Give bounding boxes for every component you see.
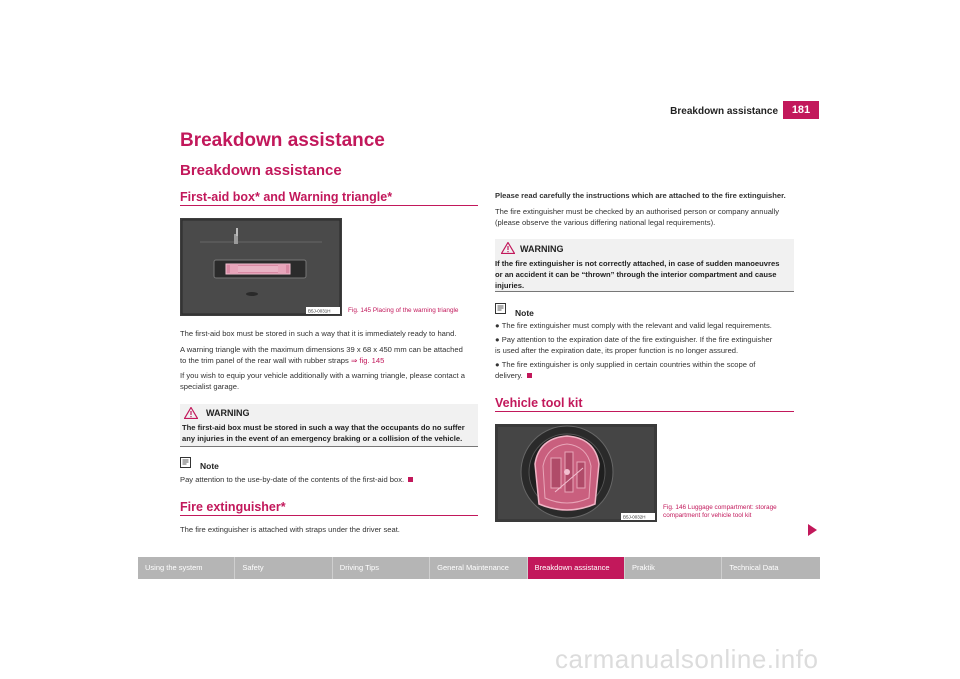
warning-triangle-illustration (180, 218, 342, 316)
triangle-paragraph-line2 (180, 355, 384, 367)
tab-safety[interactable]: Safety (235, 557, 332, 579)
fig-145-link[interactable]: ⇒ fig. 145 (350, 356, 385, 365)
bullet-dot-icon: ● (495, 360, 500, 369)
bullet-item-countries-cont (495, 370, 532, 382)
vehicle-tool-kit-heading: Vehicle tool kit (495, 396, 583, 410)
triangle-paragraph-text: to the trim panel of the rear wall with rubber straps (180, 356, 351, 365)
tab-technical-data[interactable]: Technical Data (729, 563, 779, 572)
tab-breakdown-assistance[interactable]: Breakdown assistance (528, 557, 625, 579)
watermark: carmanualsonline.info (555, 644, 819, 674)
section-title: Breakdown assistance (180, 162, 342, 179)
page-number: 181 (783, 101, 819, 119)
read-instructions-paragraph: Please read carefully the instructions which are attached to the fire extinguisher. (495, 191, 786, 200)
warning-text-line2: or an accident it can be “thrown” through the interior compartment and cause (495, 270, 777, 279)
annual-check-line2: (please observe the various differing national legal requirements). (495, 218, 716, 227)
fire-extinguisher-warning-box (495, 239, 794, 292)
first-aid-paragraph: The first-aid box must be stored in such a way that it is immediately ready to hand. (180, 329, 457, 338)
first-aid-warning-box (180, 404, 478, 447)
warning-icon (184, 407, 198, 419)
bullet-text: The fire extinguisher is only supplied in certain countries within the scope of (501, 360, 756, 369)
tab-praktik[interactable]: Praktik (625, 557, 722, 579)
tab-using-the-system[interactable]: Using the system (138, 557, 235, 579)
annual-check-line1: The fire extinguisher must be checked by an authorised person or company annually (495, 207, 780, 216)
fig-145-image (180, 218, 342, 316)
warning-label: WARNING (206, 408, 250, 418)
note-icon (495, 303, 506, 314)
warning-text-line3: injuries. (495, 281, 525, 290)
fig-145-code: B5J-0031H (308, 308, 331, 314)
bullet-item-legal (495, 320, 772, 332)
fig-146-caption-line1: Fig. 146 Luggage compartment: storage (663, 504, 777, 511)
bullet-item-countries (495, 359, 755, 371)
bullet-text: The fire extinguisher must comply with the relevant and valid legal requirements. (501, 321, 772, 330)
garage-paragraph-line1: If you wish to equip your vehicle additionally with a warning triangle, please contact a (180, 371, 465, 380)
fire-extinguisher-rule (180, 515, 478, 516)
bullet-item-expiration-cont: is used after the expiration date, its proper function is no longer assured. (495, 346, 739, 355)
warning-text-line1: The first-aid box must be stored in such a way that the occupants do no suffer (182, 423, 465, 432)
bullet-text: Pay attention to the expiration date of the fire extinguisher. If the fire extinguisher (501, 335, 773, 344)
note-text-content: Pay attention to the use-by-date of the contents of the first-aid box. (180, 475, 405, 484)
warning-icon (501, 242, 515, 254)
fig-146-caption-line2: compartment for vehicle tool kit (663, 512, 752, 519)
chapter-navigation-bar (138, 557, 820, 579)
note-text (180, 474, 413, 486)
note-label: Note (515, 308, 534, 318)
fig-146-image (495, 424, 657, 522)
tool-kit-rule (495, 411, 794, 412)
next-page-arrow-icon[interactable] (808, 524, 817, 536)
first-aid-heading: First-aid box* and Warning triangle* (180, 190, 393, 204)
triangle-paragraph-line1: A warning triangle with the maximum dimensions 39 x 68 x 450 mm can be attached (180, 345, 463, 354)
garage-paragraph-line2: specialist garage. (180, 382, 240, 391)
fire-extinguisher-text: The fire extinguisher is attached with straps under the driver seat. (180, 525, 400, 534)
bullet-text: delivery. (495, 371, 523, 380)
bullet-dot-icon: ● (495, 321, 500, 330)
end-mark-icon (527, 373, 532, 378)
note-label: Note (200, 461, 219, 471)
warning-text-line2: any injuries in the event of an emergency braking or a collision of the vehicle. (182, 434, 463, 443)
tab-general-maintenance[interactable]: General Maintenance (430, 557, 527, 579)
running-title: Breakdown assistance (670, 106, 778, 117)
tab-driving-tips[interactable]: Driving Tips (333, 557, 430, 579)
chapter-title: Breakdown assistance (180, 130, 385, 151)
first-aid-rule (180, 205, 478, 206)
warning-text-line1: If the fire extinguisher is not correctly attached, in case of sudden manoeuvres (495, 259, 780, 268)
end-mark-icon (408, 477, 413, 482)
fire-extinguisher-heading: Fire extinguisher* (180, 500, 286, 514)
tool-kit-illustration (495, 424, 657, 522)
bullet-item-expiration (495, 334, 772, 346)
fig-145-caption: Fig. 145 Placing of the warning triangle (348, 307, 459, 314)
warning-label: WARNING (520, 244, 564, 254)
fig-146-code: B5J-0032H (623, 514, 646, 520)
bullet-dot-icon: ● (495, 335, 500, 344)
note-icon (180, 457, 191, 468)
